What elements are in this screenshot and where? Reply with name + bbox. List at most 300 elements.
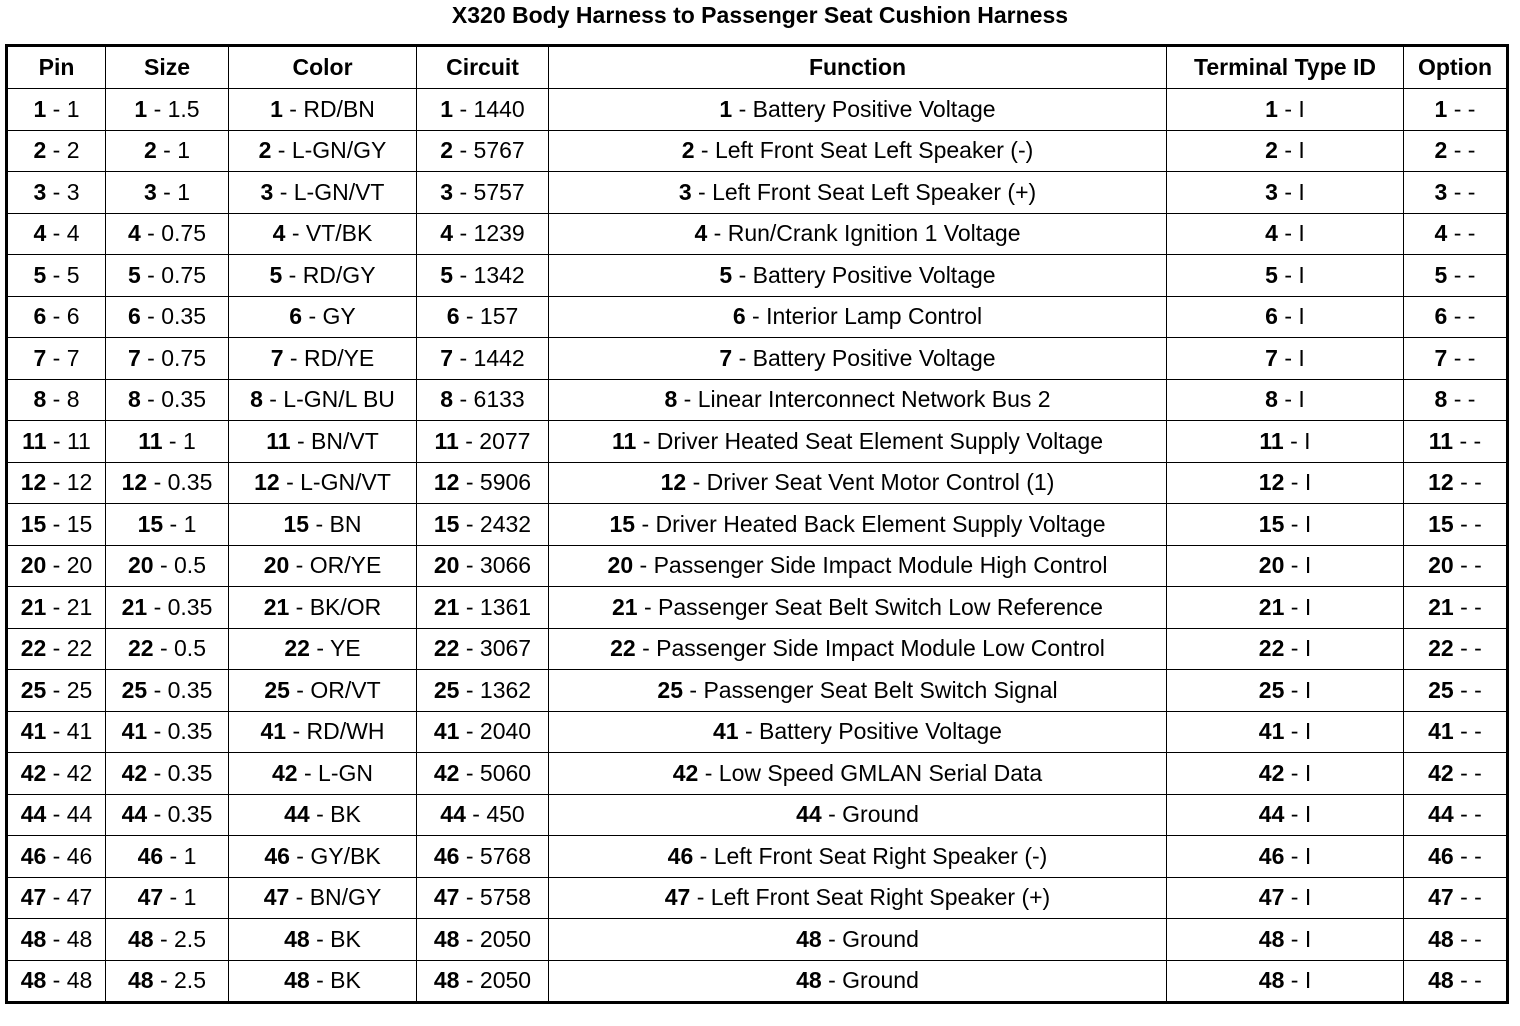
cell-index: 44: [121, 801, 148, 828]
cell-function: [549, 421, 1167, 463]
cell-index: 2: [33, 137, 47, 164]
cell-function: [549, 338, 1167, 380]
cell-index: 1: [33, 95, 47, 122]
table-row: [7, 462, 1508, 504]
cell-option: [1404, 877, 1508, 919]
cell-value: - L-GN/GY: [271, 137, 387, 164]
table-row: [7, 130, 1508, 172]
cell-circuit: [417, 628, 549, 670]
cell-value: - I: [1284, 510, 1312, 537]
cell-value: - 0.35: [147, 469, 213, 496]
cell-value: - 2.5: [153, 925, 206, 952]
cell-circuit: [417, 296, 549, 338]
cell-value: - Left Front Seat Left Speaker (+): [691, 178, 1037, 205]
table-row: [7, 545, 1508, 587]
cell-index: 21: [433, 593, 460, 620]
cell-value: - 15: [46, 510, 93, 537]
cell-index: 20: [433, 552, 460, 579]
cell-index: 5: [127, 261, 141, 288]
cell-color: [229, 213, 417, 255]
cell-color: [229, 379, 417, 421]
cell-value: - I: [1284, 552, 1312, 579]
cell-function: [549, 919, 1167, 961]
cell-value: - I: [1284, 925, 1312, 952]
cell-index: 46: [137, 842, 164, 869]
cell-circuit: [417, 379, 549, 421]
cell-option: [1404, 711, 1508, 753]
cell-circuit: [417, 89, 549, 131]
cell-value: - -: [1453, 967, 1482, 994]
cell-index: 5: [719, 261, 733, 288]
cell-index: 7: [127, 344, 141, 371]
cell-index: 48: [20, 967, 47, 994]
cell-value: - 2077: [458, 427, 531, 454]
cell-pin: [7, 794, 106, 836]
cell-value: - L-GN/VT: [279, 469, 391, 496]
cell-value: - 1: [163, 884, 197, 911]
cell-index: 47: [433, 884, 460, 911]
cell-value: - 1: [156, 137, 191, 164]
cell-pin: [7, 628, 106, 670]
cell-function: [549, 296, 1167, 338]
cell-index: 2: [1434, 137, 1448, 164]
cell-terminal-type-id: [1167, 296, 1404, 338]
cell-terminal-type-id: [1167, 255, 1404, 297]
cell-index: 48: [20, 925, 47, 952]
cell-index: 44: [284, 801, 310, 828]
cell-index: 25: [121, 676, 148, 703]
cell-index: 48: [127, 925, 154, 952]
cell-option: [1404, 628, 1508, 670]
cell-option: [1404, 172, 1508, 214]
cell-index: 48: [433, 925, 460, 952]
cell-index: 2: [143, 137, 157, 164]
cell-value: - BN/GY: [289, 884, 382, 911]
cell-color: [229, 877, 417, 919]
cell-function: [549, 462, 1167, 504]
cell-value: - 1442: [453, 344, 525, 371]
cell-size: [106, 753, 229, 795]
cell-index: 47: [1258, 884, 1285, 911]
cell-value: - 46: [46, 842, 93, 869]
cell-size: [106, 545, 229, 587]
cell-index: 4: [1434, 220, 1448, 247]
cell-color: [229, 462, 417, 504]
cell-index: 42: [433, 759, 460, 786]
cell-terminal-type-id: [1167, 628, 1404, 670]
cell-value: - 2432: [459, 510, 532, 537]
cell-index: 44: [1428, 801, 1454, 828]
cell-index: 15: [1428, 510, 1454, 537]
cell-function: [549, 587, 1167, 629]
cell-value: - OR/YE: [289, 552, 382, 579]
cell-circuit: [417, 753, 549, 795]
cell-index: 3: [1434, 178, 1448, 205]
cell-function: [549, 670, 1167, 712]
cell-value: - 2: [46, 137, 80, 164]
cell-value: - 48: [46, 925, 93, 952]
cell-value: - 1362: [459, 676, 532, 703]
cell-index: 48: [796, 925, 822, 952]
cell-index: 42: [672, 759, 699, 786]
cell-value: - -: [1447, 178, 1476, 205]
cell-index: 44: [20, 801, 47, 828]
cell-color: [229, 255, 417, 297]
cell-value: - 0.75: [140, 344, 206, 371]
table-row: [7, 255, 1508, 297]
cell-value: - -: [1453, 801, 1482, 828]
cell-value: - -: [1453, 510, 1482, 537]
header-terminal-type-id: Terminal Type ID: [1167, 46, 1404, 89]
cell-index: 11: [138, 427, 163, 454]
cell-value: - BN/VT: [290, 427, 379, 454]
cell-value: - I: [1284, 884, 1312, 911]
cell-value: - -: [1447, 386, 1476, 413]
cell-size: [106, 877, 229, 919]
cell-pin: [7, 587, 106, 629]
cell-terminal-type-id: [1167, 877, 1404, 919]
cell-index: 48: [433, 967, 460, 994]
cell-index: 1: [270, 95, 283, 122]
cell-pin: [7, 421, 106, 463]
cell-function: [549, 836, 1167, 878]
cell-size: [106, 130, 229, 172]
cell-color: [229, 960, 417, 1003]
cell-value: - I: [1277, 95, 1305, 122]
cell-index: 44: [1258, 801, 1285, 828]
table-row: [7, 421, 1508, 463]
table-row: [7, 794, 1508, 836]
cell-index: 25: [1428, 676, 1454, 703]
cell-pin: [7, 213, 106, 255]
cell-index: 44: [440, 801, 466, 828]
cell-value: - L-GN/L BU: [262, 386, 395, 413]
cell-value: - BK: [309, 925, 361, 952]
cell-index: 21: [20, 593, 47, 620]
cell-index: 15: [433, 510, 460, 537]
cell-color: [229, 545, 417, 587]
cell-index: 8: [1265, 386, 1278, 413]
cell-value: - Ground: [821, 967, 919, 994]
cell-size: [106, 836, 229, 878]
table-row: [7, 628, 1508, 670]
cell-value: - 450: [465, 801, 525, 828]
cell-index: 46: [667, 842, 694, 869]
cell-value: - 3067: [459, 635, 532, 662]
cell-index: 48: [1428, 967, 1454, 994]
cell-index: 6: [289, 303, 303, 330]
cell-value: - -: [1447, 344, 1476, 371]
cell-value: - I: [1284, 676, 1312, 703]
cell-function: [549, 753, 1167, 795]
cell-index: 42: [20, 759, 47, 786]
cell-value: - 44: [46, 801, 93, 828]
cell-value: - YE: [309, 635, 361, 662]
cell-value: - I: [1284, 718, 1312, 745]
cell-value: - -: [1453, 842, 1482, 869]
header-color: Color: [229, 46, 417, 89]
cell-value: - -: [1447, 303, 1476, 330]
cell-index: 25: [20, 676, 47, 703]
cell-value: - Battery Positive Voltage: [738, 718, 1002, 745]
cell-index: 47: [1428, 884, 1454, 911]
cell-value: - OR/VT: [289, 676, 381, 703]
cell-index: 8: [33, 386, 47, 413]
cell-index: 3: [143, 178, 157, 205]
cell-color: [229, 753, 417, 795]
cell-terminal-type-id: [1167, 919, 1404, 961]
cell-circuit: [417, 960, 549, 1003]
cell-index: 7: [1434, 344, 1448, 371]
cell-value: - I: [1284, 801, 1312, 828]
cell-value: - 2050: [459, 967, 532, 994]
cell-pin: [7, 711, 106, 753]
cell-value: - L-GN/VT: [273, 178, 385, 205]
cell-value: - I: [1277, 178, 1305, 205]
cell-index: 6: [1265, 303, 1278, 330]
cell-circuit: [417, 172, 549, 214]
cell-value: - 2040: [459, 718, 532, 745]
cell-value: - I: [1277, 261, 1305, 288]
cell-circuit: [417, 545, 549, 587]
cell-value: - 0.35: [147, 593, 213, 620]
cell-index: 47: [263, 884, 290, 911]
cell-index: 42: [272, 759, 298, 786]
cell-value: - 7: [46, 344, 80, 371]
cell-value: - RD/YE: [283, 344, 375, 371]
cell-value: - -: [1453, 925, 1482, 952]
cell-index: 1: [1434, 95, 1448, 122]
cell-index: 4: [1265, 220, 1278, 247]
header-circuit: Circuit: [417, 46, 549, 89]
cell-option: [1404, 670, 1508, 712]
cell-index: 7: [33, 344, 47, 371]
cell-option: [1404, 919, 1508, 961]
cell-color: [229, 587, 417, 629]
cell-color: [229, 919, 417, 961]
cell-index: 42: [121, 759, 148, 786]
cell-pin: [7, 545, 106, 587]
cell-value: - I: [1284, 593, 1312, 620]
cell-value: - Battery Positive Voltage: [732, 95, 996, 122]
cell-circuit: [417, 587, 549, 629]
cell-function: [549, 794, 1167, 836]
cell-size: [106, 504, 229, 546]
cell-value: - 1440: [453, 95, 525, 122]
cell-index: 11: [434, 427, 459, 454]
table-row: [7, 213, 1508, 255]
cell-index: 47: [20, 884, 47, 911]
cell-value: - 0.35: [147, 718, 213, 745]
cell-circuit: [417, 338, 549, 380]
cell-circuit: [417, 421, 549, 463]
cell-value: - 157: [459, 303, 519, 330]
cell-value: - -: [1453, 884, 1482, 911]
cell-value: - 4: [46, 220, 80, 247]
cell-pin: [7, 670, 106, 712]
cell-index: 1: [440, 95, 454, 122]
cell-size: [106, 960, 229, 1003]
cell-value: - 21: [46, 593, 93, 620]
cell-value: - BN: [309, 510, 362, 537]
cell-value: - -: [1453, 427, 1482, 454]
cell-value: - 48: [46, 967, 93, 994]
cell-option: [1404, 753, 1508, 795]
cell-index: 2: [681, 137, 695, 164]
cell-index: 20: [127, 552, 154, 579]
cell-function: [549, 877, 1167, 919]
cell-value: - Left Front Seat Right Speaker (-): [693, 842, 1048, 869]
cell-option: [1404, 462, 1508, 504]
cell-color: [229, 628, 417, 670]
cell-value: - I: [1277, 303, 1305, 330]
cell-index: 11: [612, 427, 637, 454]
cell-index: 12: [660, 469, 687, 496]
cell-pin: [7, 462, 106, 504]
cell-index: 12: [121, 469, 148, 496]
cell-circuit: [417, 711, 549, 753]
cell-value: - 2050: [459, 925, 532, 952]
cell-index: 11: [1259, 427, 1284, 454]
cell-index: 21: [1258, 593, 1285, 620]
cell-pin: [7, 89, 106, 131]
cell-index: 20: [20, 552, 47, 579]
cell-pin: [7, 379, 106, 421]
cell-value: - 6: [46, 303, 80, 330]
cell-value: - 0.75: [140, 220, 206, 247]
cell-index: 3: [1265, 178, 1278, 205]
cell-index: 41: [121, 718, 148, 745]
cell-index: 2: [440, 137, 454, 164]
table-row: [7, 753, 1508, 795]
cell-option: [1404, 338, 1508, 380]
cell-index: 7: [440, 344, 454, 371]
cell-value: - -: [1453, 552, 1482, 579]
cell-value: - Interior Lamp Control: [745, 303, 983, 330]
header-function: Function: [549, 46, 1167, 89]
cell-index: 44: [796, 801, 822, 828]
cell-index: 8: [664, 386, 678, 413]
cell-index: 47: [664, 884, 691, 911]
cell-value: - I: [1277, 344, 1305, 371]
cell-function: [549, 130, 1167, 172]
cell-terminal-type-id: [1167, 794, 1404, 836]
cell-circuit: [417, 794, 549, 836]
cell-index: 8: [127, 386, 141, 413]
cell-index: 12: [433, 469, 460, 496]
cell-index: 46: [1258, 842, 1285, 869]
cell-terminal-type-id: [1167, 89, 1404, 131]
cell-value: - 41: [46, 718, 93, 745]
cell-pin: [7, 296, 106, 338]
cell-value: - Driver Heated Back Element Supply Voltage: [635, 510, 1106, 537]
cell-index: 4: [440, 220, 454, 247]
cell-index: 46: [1428, 842, 1454, 869]
cell-option: [1404, 960, 1508, 1003]
cell-terminal-type-id: [1167, 421, 1404, 463]
cell-value: - 1: [162, 427, 196, 454]
cell-terminal-type-id: [1167, 130, 1404, 172]
cell-value: - -: [1447, 137, 1476, 164]
cell-value: - -: [1447, 95, 1476, 122]
cell-value: - 1.5: [147, 95, 200, 122]
cell-value: - 0.35: [140, 386, 206, 413]
cell-option: [1404, 296, 1508, 338]
cell-size: [106, 255, 229, 297]
cell-value: - 5757: [453, 178, 525, 205]
cell-pin: [7, 338, 106, 380]
cell-index: 2: [258, 137, 272, 164]
cell-index: 46: [264, 842, 290, 869]
cell-option: [1404, 545, 1508, 587]
cell-value: - 0.5: [153, 635, 206, 662]
cell-index: 11: [266, 427, 291, 454]
cell-index: 5: [269, 261, 283, 288]
cell-index: 3: [678, 178, 692, 205]
cell-value: - RD/GY: [282, 261, 376, 288]
cell-value: - -: [1447, 220, 1476, 247]
cell-index: 46: [20, 842, 47, 869]
cell-index: 41: [1258, 718, 1285, 745]
cell-value: - I: [1277, 220, 1305, 247]
cell-value: - 0.5: [153, 552, 206, 579]
cell-value: - 1: [46, 95, 80, 122]
cell-circuit: [417, 504, 549, 546]
cell-index: 20: [1258, 552, 1285, 579]
cell-value: - RD/BN: [282, 95, 375, 122]
cell-terminal-type-id: [1167, 172, 1404, 214]
cell-terminal-type-id: [1167, 379, 1404, 421]
cell-circuit: [417, 670, 549, 712]
cell-value: - 8: [46, 386, 80, 413]
cell-index: 48: [1258, 967, 1285, 994]
table-row: [7, 670, 1508, 712]
cell-value: - -: [1453, 635, 1482, 662]
cell-index: 21: [612, 593, 638, 620]
cell-value: - BK: [309, 967, 361, 994]
cell-terminal-type-id: [1167, 213, 1404, 255]
cell-value: - Low Speed GMLAN Serial Data: [698, 759, 1043, 786]
cell-terminal-type-id: [1167, 960, 1404, 1003]
cell-value: - Passenger Side Impact Module High Control: [633, 552, 1108, 579]
cell-index: 46: [433, 842, 460, 869]
cell-function: [549, 960, 1167, 1003]
cell-index: 41: [1428, 718, 1454, 745]
cell-size: [106, 296, 229, 338]
cell-option: [1404, 213, 1508, 255]
cell-index: 21: [1428, 593, 1454, 620]
cell-terminal-type-id: [1167, 504, 1404, 546]
cell-index: 11: [1428, 427, 1454, 454]
cell-index: 41: [20, 718, 47, 745]
cell-value: - 11: [46, 427, 91, 454]
header-row: [7, 46, 1508, 89]
cell-index: 4: [694, 220, 708, 247]
cell-index: 15: [609, 510, 636, 537]
cell-size: [106, 670, 229, 712]
cell-pin: [7, 504, 106, 546]
cell-option: [1404, 836, 1508, 878]
cell-value: - 2.5: [153, 967, 206, 994]
cell-size: [106, 172, 229, 214]
cell-index: 15: [283, 510, 310, 537]
cell-function: [549, 213, 1167, 255]
cell-pin: [7, 255, 106, 297]
cell-option: [1404, 255, 1508, 297]
cell-value: - 5906: [459, 469, 532, 496]
cell-value: - I: [1284, 635, 1312, 662]
cell-terminal-type-id: [1167, 338, 1404, 380]
